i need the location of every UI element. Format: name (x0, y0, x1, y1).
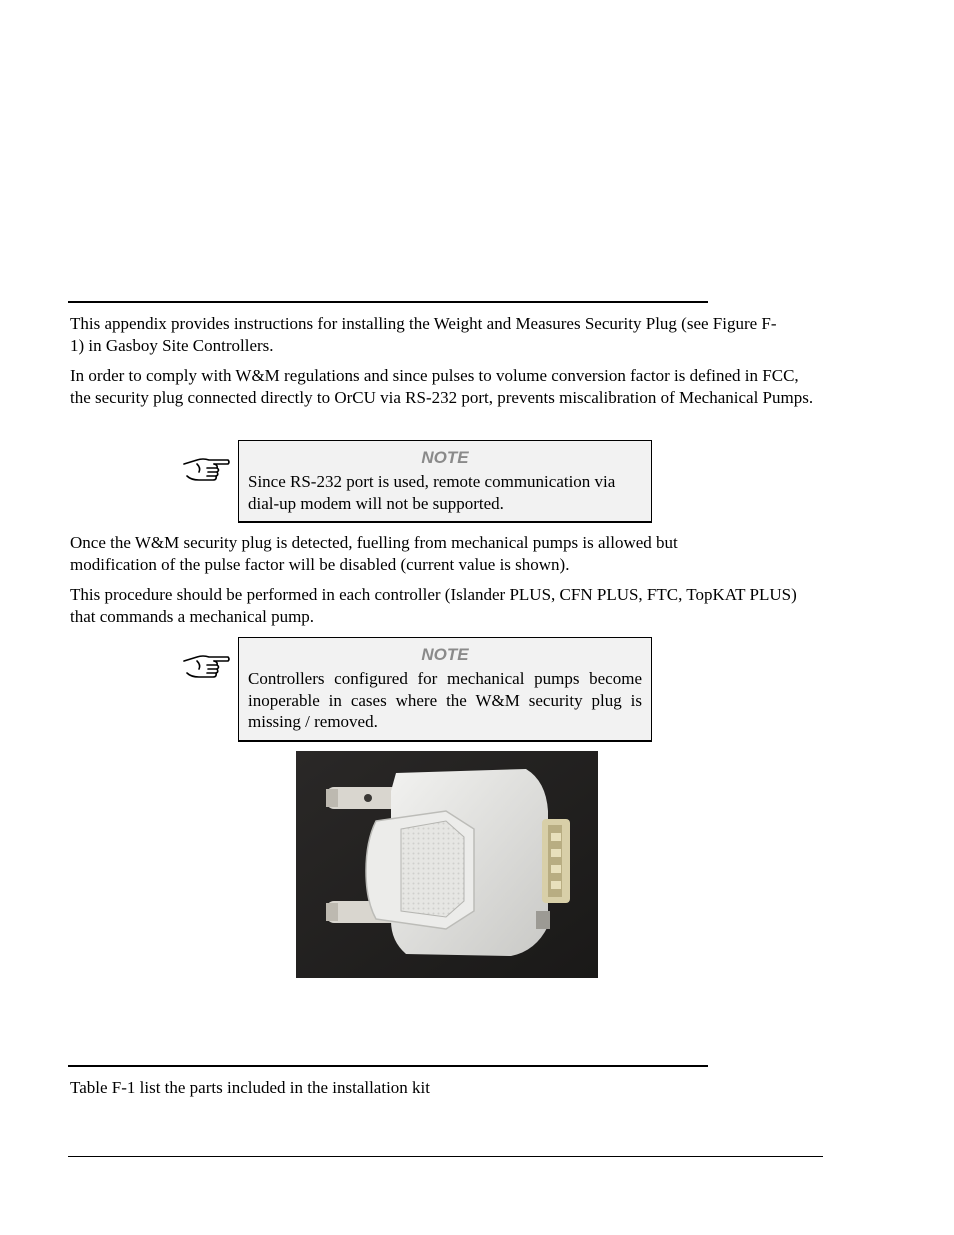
body-paragraph-4: This procedure should be performed in each controller (Islander PLUS, CFN PLUS, FTC, TopKAT PLUS) that commands a mechanical pump. (70, 585, 797, 626)
note-box-1 (238, 440, 652, 523)
body-paragraph-3: Once the W&M security plug is detected, fuelling from mechanical pumps is allowed but modification of the pulse factor will be disabled (current value is shown). (70, 533, 678, 574)
section-rule-bottom (68, 1065, 708, 1067)
intro-paragraph-1: This appendix provides instructions for installing the Weight and Measures Security Plug (see Figure F-1) in Gasboy Site Controllers. (70, 314, 777, 355)
note-text: Since RS-232 port is used, remote communication via dial-up modem will not be supported. (248, 472, 616, 513)
note-title: NOTE (421, 448, 469, 467)
parts-paragraph: Table F-1 list the parts included in the installation kit (70, 1078, 430, 1097)
security-plug-photo (296, 751, 598, 978)
note-title: NOTE (421, 645, 469, 664)
note-text: Controllers configured for mechanical pumps become inoperable in cases where the W&M security plug is missing / removed. (248, 669, 642, 731)
section-rule-top (68, 301, 708, 303)
footer-rule (68, 1156, 823, 1157)
note-box-2 (238, 637, 652, 742)
intro-paragraph-2: In order to comply with W&M regulations and since pulses to volume conversion factor is defined in FCC, the security plug connected directly to OrCU via RS-232 port, prevents miscalibration of Mechanical Pumps. (70, 366, 814, 407)
pointing-hand-icon (181, 652, 231, 680)
pointing-hand-icon (181, 455, 231, 483)
